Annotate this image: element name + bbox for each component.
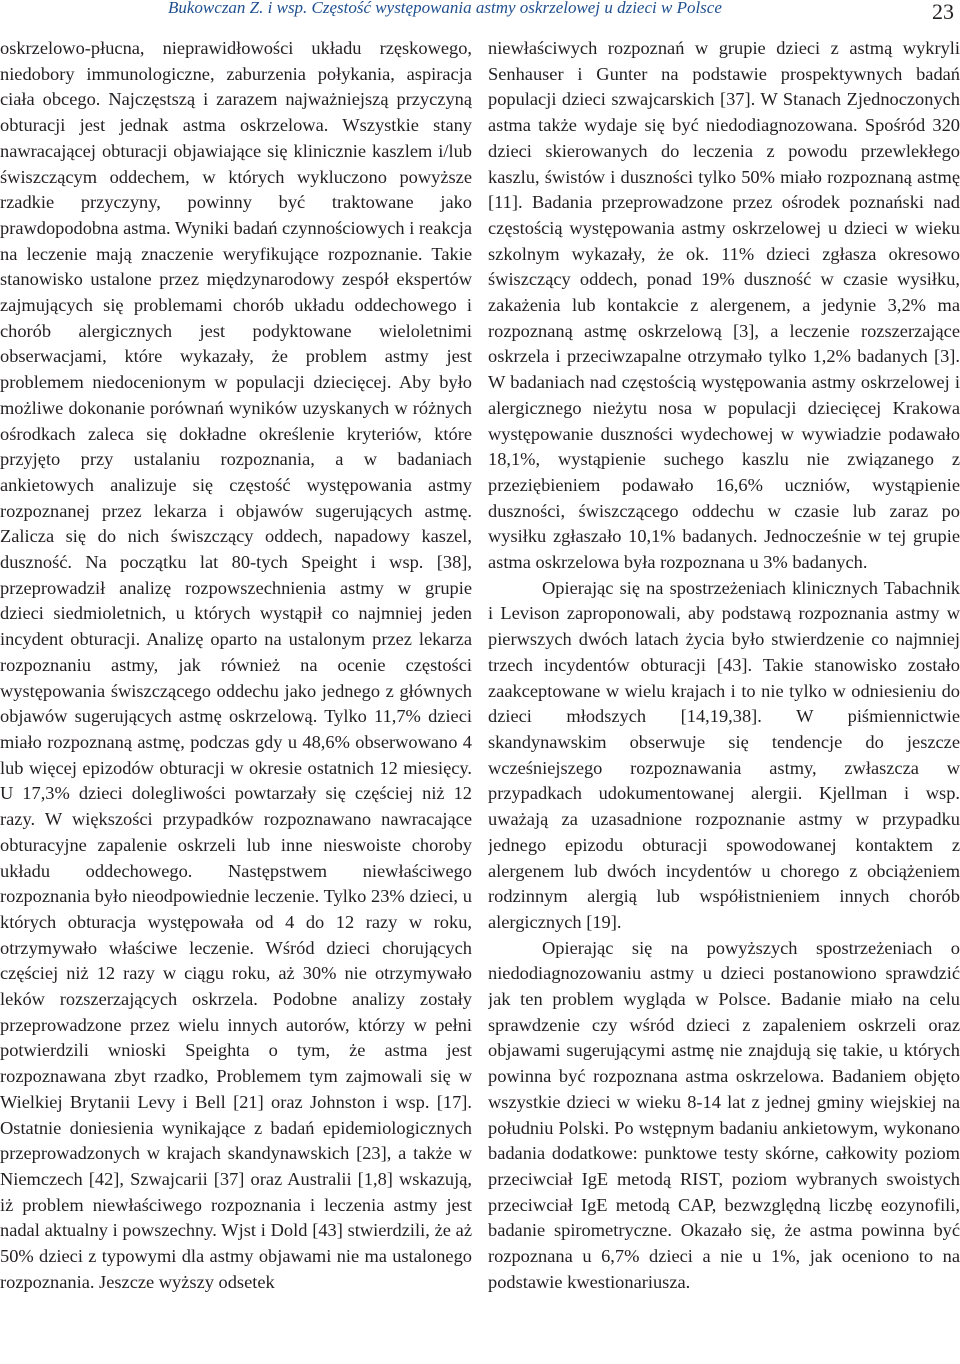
running-title: Bukowczan Z. i wsp. Częstość występowania astmy oskrzelowej u dzieci w Polsce	[168, 0, 722, 17]
paragraph: Opierając się na powyższych spostrzeżeniach o niedodiagnozowaniu astmy u dzieci postanowiono sprawdzić jak ten problem wygląda w Polsce. Badanie miało na celu sprawdzenie czy wśród dzieci z zapaleniem oskrzeli oraz objawami sugerującymi astmę nie znajdują się takie, u których powinna być rozpoznana astma oskrzelowa. Badaniem objęto wszystkie dzieci w wieku 8-14 lat z jednej gminy wiejskiej na południu Polski. Po wstępnym badaniu ankietowym, wykonano badania dodatkowe: punktowe testy skórne, całkowity poziom przeciwciał IgE metodą RIST, poziom wybranych swoistych przeciwciał IgE metodą CAP, bezwzględną liczbę eozynofili, badanie spirometryczne. Okazało się, że astma powinna być rozpoznana u 6,7% dzieci a nie u 1%, jak oceniono to na podstawie kwestionariusza.	[488, 937, 960, 1292]
running-header	[0, 0, 960, 30]
right-column	[488, 36, 960, 1362]
paragraph: oskrzelowo-płucna, nieprawidłowości układu rzęskowego, niedobory immunologiczne, zaburzenia połykania, aspiracja ciała obcego. Najczęstszą i zarazem najważniejszą przyczyną obturacji jest jednak astma oskrzelowa. Wszystkie stany nawracającej obturacji objawiające się klinicznie kaszlem i/lub świszczącym oddechem, w których wykluczono powyższe rzadkie przyczyny, powinny być traktowane jako prawdopodobna astma. Wyniki badań czynnościowych i reakcja na leczenie mają znaczenie weryfikujące rozpoznanie. Takie stanowisko ustalone przez międzynarodowy zespół ekspertów zajmujących się problemami chorób układu oddechowego i chorób alergicznych jest podyktowane wieloletnimi obserwacjami, które wykazały, że problem astmy jest problemem niedocenionym w populacji dziecięcej. Aby było możliwe dokonanie porównań wyników uzyskanych w różnych ośrodkach zaleca się dokładne określenie kryteriów, które przyjęto przy ustalaniu rozpoznania, a w badaniach ankietowych analizuje się częstość występowania astmy rozpoznanej przez lekarza i objawów sugerujących astmę. Zalicza się do nich świszczący oddech, napadowy kaszel, duszność. Na początku lat 80-tych Speight i wsp. [38], przeprowadził analizę rozpowszechnienia astmy w grupie dzieci siedmioletnich, u których wystąpił co najmniej jeden incydent obturacji. Analizę oparto na ustalonym przez lekarza rozpoznaniu astmy, jak również na ocenie częstości występowania świszczącego oddechu jako jednego z głównych objawów sugerujących astmę oskrzelową. Tylko 11,7% dzieci miało rozpoznaną astmę, podczas gdy u 48,6% obserwowano 4 lub więcej epizodów obturacji w okresie ostatnich 12 miesięcy. U 17,3% dzieci dolegliwości powtarzały się częściej niż 12 razy. W większości przypadków rozpoznawano nawracające obturacyjne zapalenie oskrzeli lub inne nieswoiste choroby układu oddechowego. Następstwem niewłaściwego rozpoznania było nieodpowiednie leczenie. Tylko 23% dzieci, u których obturacja występowała od 4 do 12 razy w roku, otrzymywało właściwe leczenie. Wśród dzieci chorujących częściej niż 12 razy w ciągu roku, aż 30% nie otrzymywało leków rozszerzających oskrzela. Podobne analizy zostały przeprowadzone przez wielu innych autorów, którzy w pełni potwierdzili wnioski Speighta o tym, że astma jest rozpoznawana zbyt rzadko, Problemem tym zajmowali się w Wielkiej Brytanii Levy i Bell [21] oraz Johnston i wsp. [17]. Ostatnie doniesienia wynikające z badań epidemiologicznych przeprowadzonych w krajach skandynawskich [23], a także w Niemczech [42], Szwajcarii [37] oraz Australii [1,8] wskazują, iż problem niewłaściwego rozpoznania i leczenia astmy jest nadal aktualny i powszechny. Wjst i Dold [43] stwierdzili, że aż 50% dzieci z typowymi dla astmy objawami nie ma ustalonego rozpoznania. Jeszcze wyższy odsetek	[0, 38, 472, 1292]
paragraph: niewłaściwych rozpoznań w grupie dzieci z astmą wykryli Senhauser i Gunter na podstawie prospektywnych badań populacji dzieci szwajcarskich [37]. W Stanach Zjednoczonych astma także wydaje się być niedodiagnozowana. Spośród 320 dzieci skierowanych do leczenia z powodu przewlekłego kaszlu, świstów i duszności tylko 50% miało rozpoznaną astmę [11]. Badania przeprowadzone przez ośrodek poznański nad częstością występowania astmy oskrzelowej u dzieci w wieku szkolnym wykazały, że ok. 11% dzieci zgłasza okresowo świszczący oddech, ponad 19% duszność w czasie wysiłku, zakażenia lub kontakcie z alergenem, a jedynie 3,2% ma rozpoznaną astmę oskrzelową [3], a leczenie rozszerzające oskrzela i przeciwzapalne otrzymało tylko 1,2% badanych [3]. W badaniach nad częstością występowania astmy oskrzelowej i alergicznego nieżytu nosa w populacji dziecięcej Krakowa występowanie duszności wydechowej w wywiadzie podawało 18,1%, wystąpienie suchego kaszlu nie związanego z przeziębieniem podawało 16,6% uczniów, wystąpienie duszności, świszczącego oddechu w czasie lub zaraz po wysiłku zgłaszało 10,1% badanych. Jednocześnie w tej grupie astma oskrzelowa była rozpoznana u 3% badanych.	[488, 38, 960, 573]
page-number: 23	[932, 0, 954, 24]
left-column	[0, 36, 472, 1362]
paragraph: Opierając się na spostrzeżeniach klinicznych Tabachnik i Levison zaproponowali, aby podstawą rozpoznania astmy w pierwszych dwóch latach życia było stwierdzenie co najmniej trzech incydentów obturacji [43]. Takie stanowisko zostało zaakceptowane w wielu krajach i to nie tylko w odniesieniu do dzieci młodszych [14,19,38]. W piśmiennictwie skandynawskim obserwuje się tendencje do jeszcze wcześniejszego rozpoznawania astmy, zwłaszcza w przypadkach udokumentowanej alergii. Kjellman i wsp. uważają za uzasadnione rozpoznanie astmy w przypadku jednego epizodu obturacji spowodowanej kontaktem z alergenem lub dwóch incydentów u chorego z obciążeniem rodzinnym alergią lub współistnieniem innych chorób alergicznych [19].	[488, 577, 960, 932]
